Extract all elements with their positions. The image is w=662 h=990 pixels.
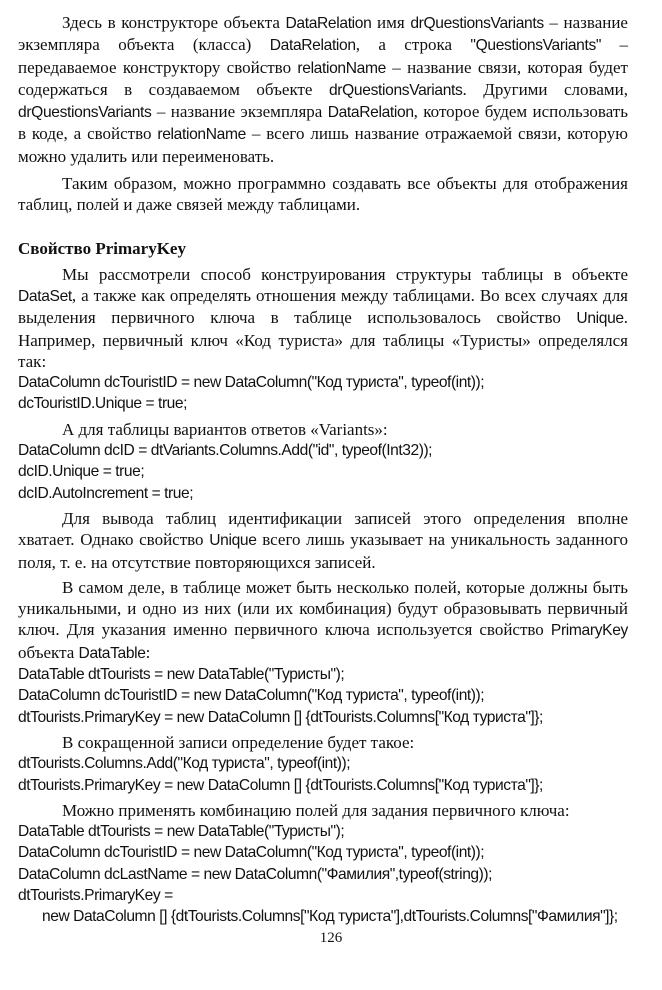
- code-block-4: [18, 753, 628, 796]
- paragraph-unique-limitations: [18, 508, 628, 573]
- paragraph-composite-key: Можно применять комбинацию полей для задания первичного ключа:: [62, 800, 570, 820]
- paragraph-variants: А для таблицы вариантов ответов «Variants»:: [62, 419, 388, 439]
- text-run: , а строка: [355, 35, 471, 55]
- text-run: имя: [371, 13, 411, 32]
- code-term: DataRelation: [327, 104, 414, 122]
- paragraph-datarelation-explanation: [18, 12, 628, 167]
- paragraph-primarykey-intro: [18, 264, 628, 372]
- code-line: new DataColumn [] {dtTourists.Columns["Код туриста"],dtTourists.Columns["Фамилия"]};: [42, 908, 618, 926]
- code-line: dcTouristID.Unique = true;: [18, 395, 188, 413]
- code-term: DataRelation: [269, 37, 356, 55]
- text-run: , а также как определять отношения между таблицами. Во всех случаях для выделения первичного ключа в таблице использовалось свойство: [18, 285, 628, 328]
- section-heading: Свойство PrimaryKey: [18, 238, 186, 258]
- code-line: DataColumn dcTouristID = new DataColumn("Код туриста", typeof(int));: [18, 374, 485, 392]
- code-term: relationName: [157, 126, 246, 144]
- code-term: drQuestionsVariants: [328, 81, 463, 99]
- code-term: "QuestionsVariants": [470, 37, 602, 55]
- code-line: dcID.Unique = true;: [18, 463, 145, 481]
- code-line: dtTourists.PrimaryKey =: [18, 886, 173, 904]
- page-body: [18, 12, 628, 928]
- text-run: всего лишь указывает на уникальность заданного поля, т. е. на отсутствие повторяющихся записей.: [18, 530, 628, 572]
- text-run: – название связи, которая будет содержаться в создаваемом объекте: [18, 57, 628, 99]
- text-run: – передаваемое конструктору свойство: [18, 35, 629, 77]
- code-line: DataColumn dcLastName = new DataColumn("Фамилия",typeof(string));: [18, 865, 493, 883]
- code-block-5: [18, 821, 628, 927]
- code-term: DataRelation: [285, 15, 372, 32]
- text-run: В самом деле, в таблице может быть несколько полей, которые должны быть уникальными, и одно из них (или их комбинация) будут образовывать первичный ключ. Для указания именно первичного ключа используется свойство: [18, 577, 628, 640]
- text-run: . Другими словами,: [462, 79, 628, 99]
- code-term: Unique: [209, 532, 257, 550]
- code-block-3: [18, 664, 628, 728]
- text-run: – название экземпляра: [151, 102, 328, 122]
- text-run: Мы рассмотрели способ конструирования структуры таблицы в объекте: [62, 264, 628, 284]
- code-line: dtTourists.Columns.Add("Код туриста", typeof(int));: [18, 755, 351, 773]
- code-line: dcID.AutoIncrement = true;: [18, 484, 194, 502]
- code-term: DataSet: [18, 287, 72, 305]
- code-block-2: [18, 440, 628, 504]
- text-run: Здесь в конструкторе объекта: [62, 13, 286, 32]
- text-run: :: [145, 642, 151, 662]
- text-run: Для вывода таблиц идентификации записей этого определения вполне хватает. Однако свойство: [18, 508, 628, 550]
- code-line: DataTable dtTourists = new DataTable("Туристы");: [18, 823, 345, 841]
- code-line: DataColumn dcTouristID = new DataColumn("Код туриста", typeof(int));: [18, 687, 485, 705]
- text-run: , которое будем использовать в коде, а свойство: [18, 102, 628, 144]
- code-line: dtTourists.PrimaryKey = new DataColumn [] {dtTourists.Columns["Код туриста"]};: [18, 708, 543, 726]
- code-term: drQuestionsVariants: [18, 104, 152, 122]
- text-run: – всего лишь название отражаемой связи, которую можно удалить или переименовать.: [18, 124, 628, 166]
- code-block-1: [18, 372, 628, 415]
- paragraph-short-form: В сокращенной записи определение будет такое:: [62, 732, 415, 752]
- code-term: relationName: [297, 59, 386, 77]
- code-term: PrimaryKey: [550, 622, 628, 640]
- code-term: Unique: [576, 310, 624, 328]
- code-term: DataTable: [78, 644, 146, 662]
- text-run: – название экземпляра объекта (класса): [18, 13, 628, 55]
- code-term: drQuestionsVariants: [410, 15, 544, 32]
- page-number: 126: [319, 930, 343, 946]
- code-line: dtTourists.PrimaryKey = new DataColumn [] {dtTourists.Columns["Код туриста"]};: [18, 776, 543, 794]
- code-line: DataColumn dcID = dtVariants.Columns.Add("id", typeof(Int32));: [18, 442, 433, 460]
- code-line: DataColumn dcTouristID = new DataColumn("Код туриста", typeof(int));: [18, 844, 485, 862]
- paragraph-primarykey-usage: [18, 577, 628, 664]
- text-run: . Например, первичный ключ «Код туриста» для таблицы «Туристы» определялся так:: [18, 308, 628, 371]
- text-run: объекта: [18, 642, 79, 662]
- paragraph-summary: Таким образом, можно программно создавать все объекты для отображения таблиц, полей и даже связей между таблицами.: [18, 174, 628, 215]
- code-line: DataTable dtTourists = new DataTable("Туристы");: [18, 666, 345, 684]
